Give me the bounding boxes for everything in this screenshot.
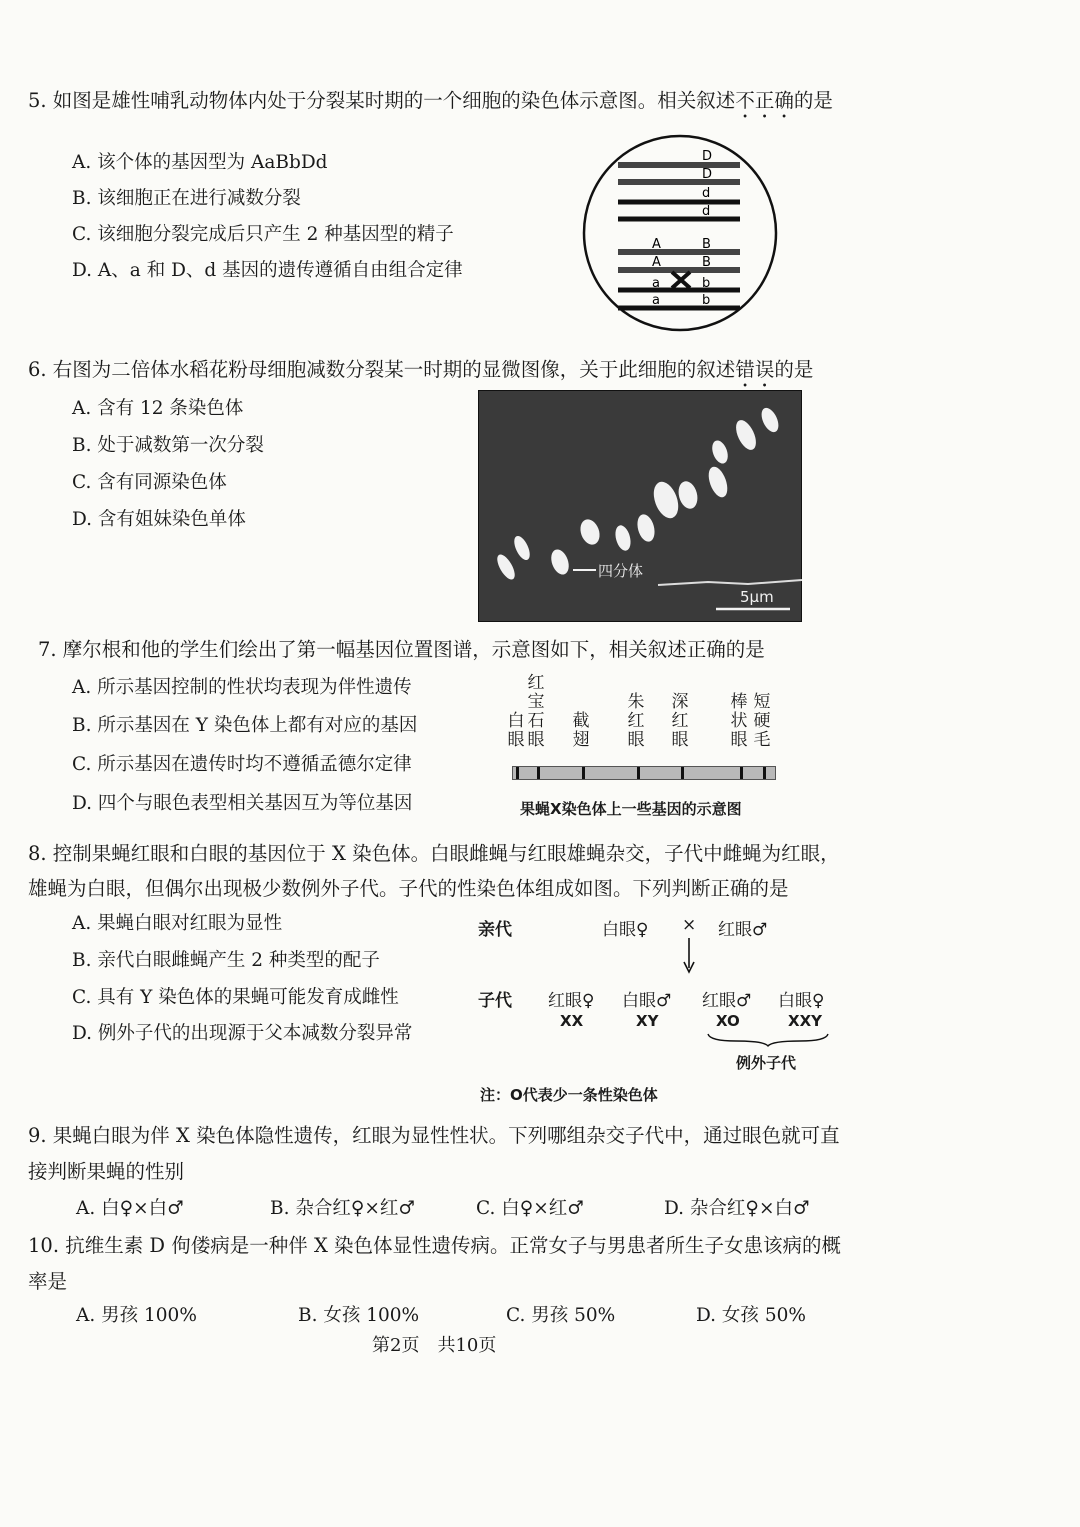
q5-cell-diagram xyxy=(580,132,780,334)
gene-label: d xyxy=(702,204,711,219)
gene-bristle: 短 硬 毛 xyxy=(753,692,771,750)
gene-carmine-eye: 深 红 眼 xyxy=(671,692,689,750)
parents-label: 亲代 xyxy=(478,920,512,940)
offspring-pheno-2: 白眼♂ xyxy=(622,991,672,1011)
q6-option-d: D. 含有姐妹染色单体 xyxy=(72,509,246,530)
q5-option-b: B. 该细胞正在进行减数分裂 xyxy=(72,188,301,209)
q7-stem: 7. 摩尔根和他的学生们绘出了第一幅基因位置图谱，示意图如下，相关叙述正确的是 xyxy=(38,638,765,661)
gene-white-eye: 白 眼 xyxy=(507,711,525,750)
gene-label: B xyxy=(702,237,711,252)
q10-option-a: A. 男孩 100% xyxy=(76,1305,197,1326)
gene-bar-eye: 棒 状 眼 xyxy=(730,692,748,750)
gene-label: D xyxy=(702,149,713,164)
gene-cut-wing: 截 翅 xyxy=(572,711,590,750)
gene-label: B xyxy=(702,255,711,270)
q8-stem-line2: 雄蝇为白眼，但偶尔出现极少数例外子代。子代的性染色体组成如图。下列判断正确的是 xyxy=(28,877,789,900)
parent-male: 红眼♂ xyxy=(718,920,768,940)
q9-option-b: B. 杂合红♀×红♂ xyxy=(270,1198,415,1219)
q7-gene-map xyxy=(500,672,790,822)
q9-option-c: C. 白♀×红♂ xyxy=(476,1198,584,1219)
offspring-pheno-1: 红眼♀ xyxy=(548,991,595,1011)
offspring-pheno-4: 白眼♀ xyxy=(778,991,825,1011)
q6-stem: 6. 右图为二倍体水稻花粉母细胞减数分裂某一时期的显微图像，关于此细胞的叙述错误的是 xyxy=(28,358,814,381)
q8-option-a: A. 果蝇白眼对红眼为显性 xyxy=(72,913,283,934)
gene-label: A xyxy=(652,255,661,270)
gene-map-caption: 果蝇X染色体上一些基因的示意图 xyxy=(520,800,742,818)
tetrad-label: 四分体 xyxy=(598,562,644,580)
q7-option-d: D. 四个与眼色表型相关基因互为等位基因 xyxy=(72,793,413,814)
q10-option-b: B. 女孩 100% xyxy=(298,1305,420,1326)
q8-note: 注：O代表少一条性染色体 xyxy=(480,1086,658,1104)
exception-brace xyxy=(706,1032,830,1048)
gene-label: D xyxy=(702,167,713,182)
gene-label: a xyxy=(652,293,660,308)
gene-label: A xyxy=(652,237,661,252)
gene-label: b xyxy=(702,276,711,291)
cross-arrow xyxy=(682,938,696,974)
q9-stem-line1: 9. 果蝇白眼为伴 X 染色体隐性遗传，红眼为显性性状。下列哪组杂交子代中，通过眼色就可直 xyxy=(28,1124,840,1147)
parent-female: 白眼♀ xyxy=(602,920,649,940)
gene-label: b xyxy=(702,293,711,308)
crossover-mark xyxy=(672,272,690,288)
q9-option-a: A. 白♀×白♂ xyxy=(76,1198,184,1219)
q8-option-d: D. 例外子代的出现源于父本减数分裂异常 xyxy=(72,1023,413,1044)
q6-micrograph xyxy=(478,390,802,622)
x-chromosome-bar xyxy=(512,766,776,780)
q7-option-a: A. 所示基因控制的性状均表现为伴性遗传 xyxy=(72,677,412,698)
offspring-geno-1: XX xyxy=(560,1012,584,1030)
q6-option-b: B. 处于减数第一次分裂 xyxy=(72,435,264,456)
q10-stem-line2: 率是 xyxy=(28,1270,68,1293)
q9-stem-line2: 接判断果蝇的性别 xyxy=(28,1160,185,1183)
q9-option-d: D. 杂合红♀×白♂ xyxy=(664,1198,810,1219)
exception-label: 例外子代 xyxy=(736,1054,797,1072)
q7-option-b: B. 所示基因在 Y 染色体上都有对应的基因 xyxy=(72,715,418,736)
q10-option-c: C. 男孩 50% xyxy=(506,1305,616,1326)
q5-option-c: C. 该细胞分裂完成后只产生 2 种基因型的精子 xyxy=(72,224,454,245)
q10-stem-line1: 10. 抗维生素 D 佝偻病是一种伴 X 染色体显性遗传病。正常女子与男患者所生子女患该病的概 xyxy=(28,1234,842,1257)
scale-label: 5μm xyxy=(740,588,774,606)
q8-option-b: B. 亲代白眼雌蝇产生 2 种类型的配子 xyxy=(72,950,380,971)
offspring-geno-3: XO xyxy=(716,1012,740,1030)
q7-option-c: C. 所示基因在遗传时均不遵循孟德尔定律 xyxy=(72,754,412,775)
q10-option-d: D. 女孩 50% xyxy=(696,1305,806,1326)
offspring-pheno-3: 红眼♂ xyxy=(702,991,752,1011)
offspring-label: 子代 xyxy=(478,991,512,1011)
q5-stem: 5. 如图是雄性哺乳动物体内处于分裂某时期的一个细胞的染色体示意图。相关叙述不正确的是 xyxy=(28,89,833,112)
q6-option-c: C. 含有同源染色体 xyxy=(72,472,227,493)
gene-label: d xyxy=(702,186,711,201)
q6-option-a: A. 含有 12 条染色体 xyxy=(72,398,244,419)
q5-option-d: D. A、a 和 D、d 基因的遗传遵循自由组合定律 xyxy=(72,260,463,281)
q8-stem-line1: 8. 控制果蝇红眼和白眼的基因位于 X 染色体。白眼雌蝇与红眼雄蝇杂交，子代中雌蝇为红眼， xyxy=(28,842,840,865)
gene-vermilion-eye: 朱 红 眼 xyxy=(627,692,645,750)
offspring-geno-2: XY xyxy=(636,1012,659,1030)
q5-option-a: A. 该个体的基因型为 AaBbDd xyxy=(72,152,328,173)
page-footer: 第2页 共10页 xyxy=(372,1335,497,1356)
cross-sign: × xyxy=(682,915,697,935)
gene-ruby-eye: 红 宝 石 眼 xyxy=(527,673,545,750)
gene-label: a xyxy=(652,276,660,291)
q8-option-c: C. 具有 Y 染色体的果蝇可能发育成雌性 xyxy=(72,987,399,1008)
offspring-geno-4: XXY xyxy=(788,1012,822,1030)
